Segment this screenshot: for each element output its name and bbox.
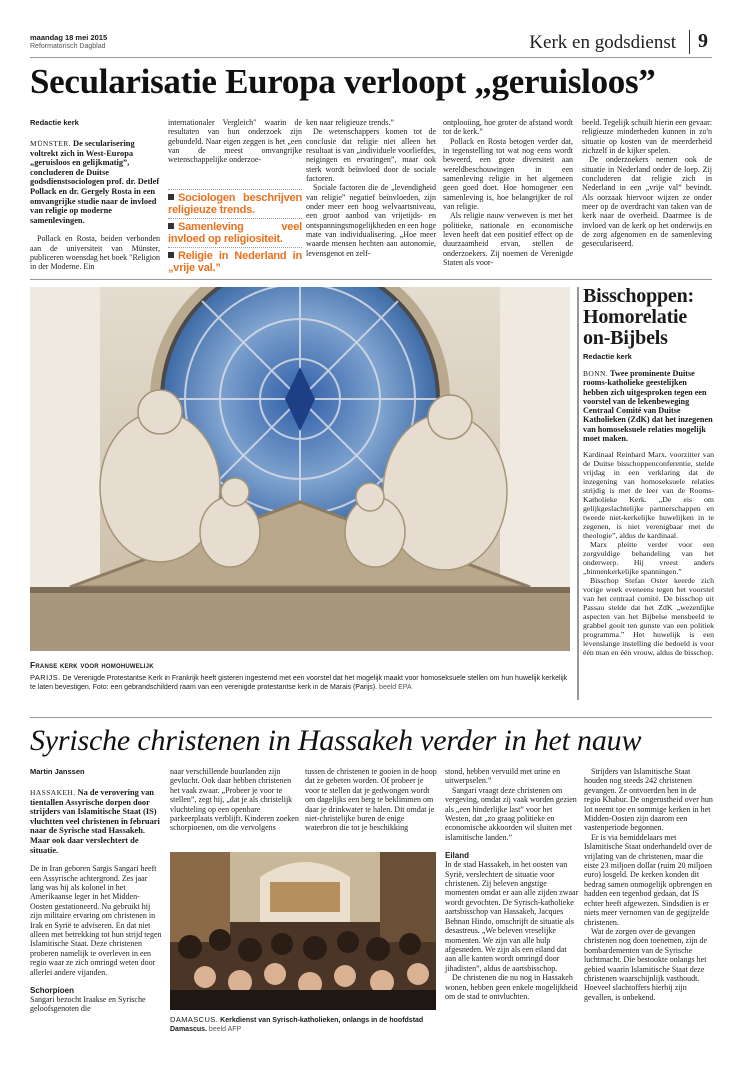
article-headline: Secularisatie Europa verloopt „geruisloos”: [30, 62, 656, 101]
article2-column-3: [305, 767, 437, 833]
paragraph: Als religie nauw verweven is met het politieke, nationale en economische leven heeft dat een positief effect op de duurzaamheid ervan, stellen de onderzoekers. Zij noemen de Verenigde Staten als voor-: [443, 211, 573, 268]
pull-quote: Sociologen beschrijven religieuze trends.: [168, 189, 302, 218]
photo-credit: beeld AFP: [208, 1026, 242, 1033]
sidebar-headline: Bisschoppen: Homorelatie on-Bijbels: [583, 285, 694, 349]
dateline: BONN.: [583, 369, 609, 378]
paragraph: naar verschillende buurlanden zijn gevlucht. Ook daar hebben christenen het vaak zwaar. „Probeer je voor te stellen”, zegt hij, „dat je als christelijk vluchteling op een openbare parkeerplaats verblijft. Kinderen zoeken schorpioenen, om die vervolgens: [170, 767, 299, 833]
paragraph: Strijders van Islamitische Staat houden nog steeds 242 christenen gevangen. Ze ontvoerden hen in de regio Khabur. De ongerustheid over hun lot neemt toe en sommige kerken in het Midden-Oosten zijn daarom een vastenperiode begonnen.: [584, 767, 713, 833]
church-service-photo: [170, 852, 436, 1010]
stained-glass-window-image: [30, 287, 570, 651]
byline: Redactie kerk: [583, 352, 632, 361]
byline: Redactie kerk: [30, 118, 79, 127]
article-lead: [30, 788, 162, 855]
paragraph: stond, hebben vervuild met urine en uitwerpselen.”: [445, 767, 561, 786]
dateline: PARIJS.: [30, 673, 61, 682]
paragraph: Er is via bemiddelaars met Islamitische Staat onderhandeld over de vrijlating van de christenen, maar die eiste 23 miljoen dollar (ruim 20 miljoen euro) losgeld. De kerken konden dit bedrag samen onmogelijk opbrengen en hadden een tegenbod gedaan, dat IS echter heeft afgewezen. Sindsdien is er niets meer vernomen van de gegijzelde christenen.: [584, 832, 712, 927]
paragraph: Sociale factoren die de „levendigheid van religie” negatief beïnvloeden, zijn onder meer een hoog welvaartsniveau, een groot aanbod van vrijetijds- en ontspanningsmogelijkheden en een hoge mate van individualisering. „Hoe meer waarde mensen hechten aan autonomie, levensgenot en zelf-: [306, 183, 436, 258]
section-divider: [30, 279, 712, 280]
paragraph: Pollack en Rosta, beiden verbonden aan de universiteit van Münster, publiceren woensdag het boek "Religion in der Moderne. Ein: [30, 234, 160, 272]
bullet-square-icon: [168, 252, 174, 258]
bullet-square-icon: [168, 194, 174, 200]
article1-column-1: [30, 118, 160, 272]
page-number: 9: [689, 30, 708, 54]
paragraph: De christenen die nu nog in Hassakeh wonen, hebben geen enkele mogelijkheid om de stad te ontvluchten.: [445, 973, 578, 1001]
paragraph: Kardinaal Reinhard Marx, voorzitter van de Duitse bisschoppenconferentie, stelde vrijdag in een verklaring dat de inzegening van homoseksuele relaties strijdig is met de leer van de Rooms-Katholieke Kerk. „De eis om gelijkgeslachtelijke partnerschappen en tweede niet-kerkelijke huwelijken in te zegenen, is niet verenigbaar met de theologie”, aldus de kardinaal.: [583, 450, 714, 541]
article-lead: [30, 139, 160, 225]
paragraph: De in Iran geboren Sargis Sangari heeft een Assyrische achtergrond. Zes jaar lang was hij als kolonel in het Amerikaanse leger in het Midden-Oosten gestationeerd. Nu gebruikt hij zijn militaire ervaring om christenen in Irak en Syrië te adviseren. En dat niet alleen met betrekking tot hun strijd tegen Islamitische Staat. Deze christenen proberen namelijk te overleven in een regio waar ze zich omringd weten door allerlei andere vijanden.: [30, 864, 162, 977]
lead-text: Na de verovering van tientallen Assyrische dorpen door strijders van Islamitische Staat (IS) vluchtten veel christenen in februari naar de Syrische stad Hassakeh. Maar ook daar verslechtert de situatie.: [30, 788, 160, 855]
section-divider: [30, 717, 712, 718]
lead-text: Twee prominente Duitse rooms-katholieke geestelijken hebben zich uitgesproken tegen een voorstel van de lekenbeweging Centraal Comité van Duitse Katholieken (ZdK) dat het inzegenen van homoseksuele relaties mogelijk moet maken.: [583, 369, 713, 444]
sidebar-article: [583, 352, 714, 657]
congregation-image: [170, 852, 436, 1010]
header-rule: [30, 57, 712, 58]
paragraph: tussen de christenen te gooien in de hoop dat ze gebeten worden. Of probeer je voor te stellen dat je gedwongen wordt om dagelijks een berg te beklimmen om daar je drinkwater te halen. Dit omdat je niet-christelijke buren de enige waterbron die tot je beschikking: [305, 767, 437, 833]
bullet-square-icon: [168, 223, 174, 229]
pull-quote: Samenleving veel invloed op religiositeit.: [168, 218, 302, 247]
dateline: MÜNSTER.: [30, 139, 71, 148]
caption-text: Kerkdienst van Syrisch-katholieken, onlangs in de hoofdstad Damascus.: [170, 1017, 424, 1033]
byline: Martin Janssen: [30, 767, 85, 776]
rose-window-photo: [30, 287, 570, 651]
lead-text: De secularisering voltrekt zich in West-Europa „geruisloos en gelijkmatig”, concluderen de Duitse godsdienstsociologen prof. dr. Detlef Pollack en dr. Gergely Rosta in een omvangrijke studie naar de invloed van religie op moderne samenlevingen.: [30, 139, 160, 225]
pull-quotes: [168, 189, 302, 276]
article2-column-2: [170, 767, 302, 833]
dateline: HASSAKEH.: [30, 788, 76, 797]
paragraph: De wetenschappers komen tot de conclusie dat religie niet alleen het resultaat is van „individuele voorliefdes, neigingen en ervaringen”, maar ook sterk wordt beïnvloed door de sociale factoren.: [306, 127, 436, 184]
paragraph: internationaler Vergleich" waarin de resultaten van hun onderzoek zijn gebundeld. Naar eigen zeggen is het „een van de meest omvangrijke wetenschappelijke onderzoe-: [168, 118, 302, 165]
article1-column-3: [306, 118, 436, 258]
paragraph: ken naar religieuze trends.”: [306, 118, 394, 127]
paragraph: De onderzoekers nemen ook de situatie in Nederland onder de loep. Zij concluderen dat religie zich in Nederland in een „vrije val” bevindt. Als oorzaak hiervoor wijzen ze onder meer op de overdracht van taken van de kerk naar de overheid. Daarmee is de invloed van de kerk op het onderwijs en de zorg afgenomen en de samenleving geseculariseerd.: [582, 155, 712, 249]
article-headline: Syrische christenen in Hassakeh verder in het nauw: [30, 724, 642, 757]
paragraph: Marx pleitte verder voor een zorgvuldige behandeling van het onderwerp. Hij vreest anders „binnenkerkelijke spanningen.”: [583, 540, 714, 577]
newspaper-name: Reformatorisch Dagblad: [30, 43, 106, 50]
paragraph: Sangari bezocht Iraakse en Syrische geloofsgenoten die: [30, 995, 146, 1014]
section-title: Kerk en godsdienst: [529, 32, 676, 53]
article1-column-4: [443, 118, 573, 268]
paragraph: ontplooiing, hoe groter de afstand wordt tot de kerk.”: [443, 118, 573, 137]
photo-credit: beeld EPA: [379, 684, 412, 691]
issue-date: maandag 18 mei 2015: [30, 33, 108, 42]
article2-column-5: [584, 767, 714, 1002]
paragraph: Wat de zorgen over de gevangen christenen nog doen toenemen, zijn de bombardementen van de Syrische luchtmacht. Die bestookte onlangs het gebied waarin Islamitische Staat deze christenen waarschijnlijk vasthoudt. Hoeveel slachtoffers hierbij zijn gevallen, is onbekend.: [584, 926, 708, 1002]
paragraph: In de stad Hassakeh, in het oosten van Syrië, verslechtert de situatie voor christenen. Zij beleven angstige momenten omdat er aan alle zijden zwaar wordt gevochten. De Syrisch-katholieke aartsbisschop van Hassakeh, Jacques Behnan Hindo, omschrijft de situatie als desastreus. „We beleven vreselijke momenten. We zijn van alle hulp afgesneden. We zijn als een eiland dat aan alle kanten wordt omringd door jihadisten”, aldus de aartsbisschop.: [445, 860, 579, 973]
photo-caption: [170, 1015, 440, 1034]
article2-column-4: [445, 767, 579, 1001]
paragraph: Sangari vraagt deze christenen om vergeving, omdat zij vaak worden gezien als „een hinderlijke last” voor het Westen, dat „zo graag politieke en economische akkoorden wil sluiten met islamitische landen.”: [445, 785, 577, 842]
sidebar-divider: [577, 287, 579, 700]
paragraph: Bisschop Stefan Oster keerde zich vorige week eveneens tegen het voorstel van het centraal comité. De bisschop uit Passau stelde dat het ZdK „wezenlijke aspecten van het Bijbelse mensbeeld te grabbel gooit ten gunste van een politiek programma.” Het huwelijk is een levenslange instelling die bedoeld is voor één man en één vrouw, aldus de bisschop.: [583, 576, 714, 658]
dateline: DAMASCUS.: [170, 1015, 219, 1024]
caption-text: De Verenigde Protestantse Kerk in Frankrijk heeft gisteren ingestemd met een voorstel dat het mogelijk maakt voor homoseksuele stellen om hun huwelijk kerkelijk te laten bevestigen. Foto: een gebrandschilderd raam van een verenigde protestantse kerk in de Marais (Parijs).: [30, 675, 568, 691]
paragraph: Pollack en Rosta betogen verder dat, in tegenstelling tot wat nog eens wordt beweerd, een grote diversiteit aan wereldbeschouwingen in een samenleving religie in het algemeen geen goed doet. Hoe homogener een samenleving is, hoe belangrijker de rol van religie.: [443, 136, 573, 212]
pull-quote: Religie in Nederland in „vrije val.”: [168, 247, 302, 276]
article1-column-5: [582, 118, 712, 249]
subheading: Schorpioen: [30, 986, 75, 996]
subheading: Eiland: [445, 851, 470, 861]
article2-column-1: [30, 767, 162, 1014]
paragraph: beeld. Tegelijk schuilt hierin een gevaar: religieuze minderheden kunnen in zo'n situatie op kosten van de meerderheid zichzelf in de kijker spelen.: [582, 118, 712, 156]
photo-caption-title: Franse kerk voor homohuwelijk: [30, 660, 154, 670]
photo-caption: [30, 673, 570, 692]
article1-column-2: [168, 118, 302, 276]
article-lead: [583, 369, 714, 443]
